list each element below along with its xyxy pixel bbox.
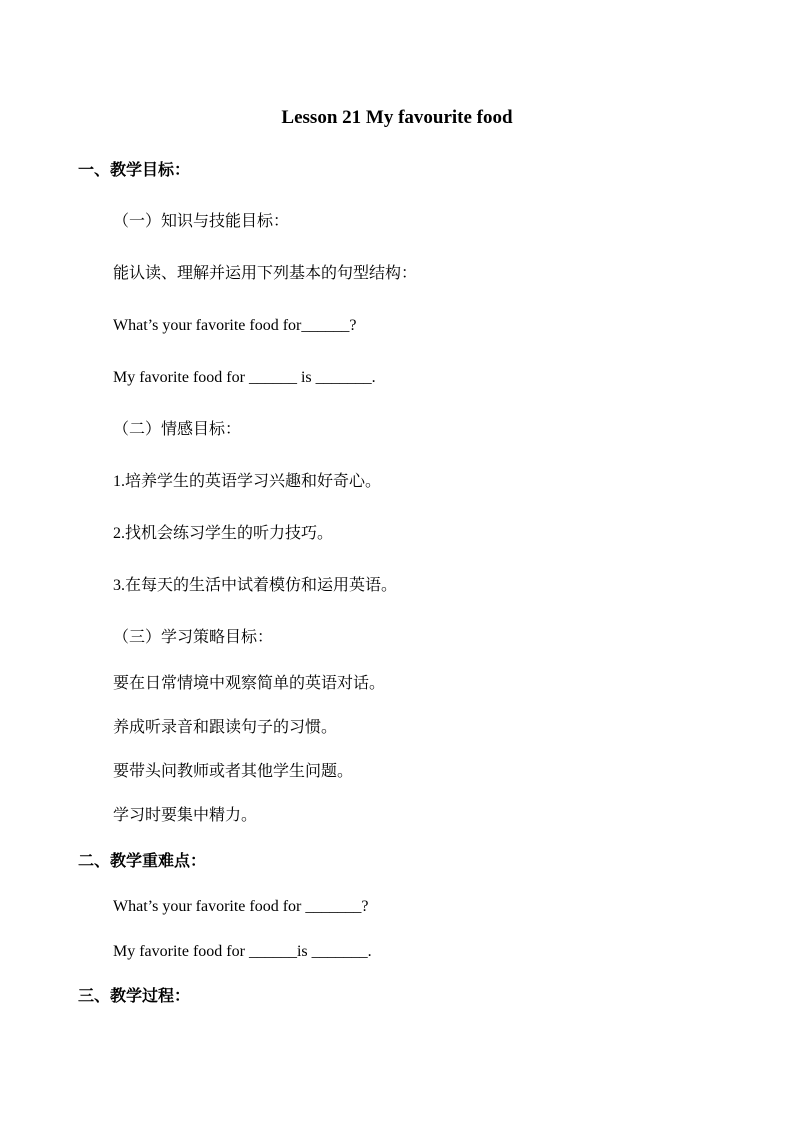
- sentence-pattern-1: What’s your favorite food for______?: [113, 317, 357, 334]
- section-heading-key-points: 二、教学重难点：: [78, 853, 207, 870]
- emotional-goal-1: 1.培养学生的英语学习兴趣和好奇心。: [113, 473, 382, 490]
- subheading-knowledge-skills: （一）知识与技能目标：: [113, 213, 290, 230]
- sentence-pattern-2: My favorite food for ______ is _______.: [113, 369, 376, 386]
- emotional-goal-3: 3.在每天的生活中试着模仿和运用英语。: [113, 577, 398, 594]
- strategy-item-1: 要在日常情境中观察简单的英语对话。: [113, 675, 386, 692]
- strategy-item-2: 养成听录音和跟读句子的习惯。: [113, 719, 338, 736]
- section-heading-process: 三、教学过程：: [78, 988, 191, 1005]
- page-title: Lesson 21 My favourite food: [281, 107, 513, 128]
- subheading-emotional: （二）情感目标：: [113, 421, 242, 438]
- key-pattern-2: My favorite food for ______is _______.: [113, 943, 372, 960]
- key-pattern-1: What’s your favorite food for _______?: [113, 898, 369, 915]
- strategy-item-3: 要带头问教师或者其他学生问题。: [113, 763, 354, 780]
- subheading-strategy: （三）学习策略目标：: [113, 629, 274, 646]
- strategy-item-4: 学习时要集中精力。: [113, 807, 258, 824]
- paragraph-intro: 能认读、理解并运用下列基本的句型结构：: [113, 265, 418, 282]
- emotional-goal-2: 2.找机会练习学生的听力技巧。: [113, 525, 334, 542]
- section-heading-objectives: 一、教学目标：: [78, 162, 191, 179]
